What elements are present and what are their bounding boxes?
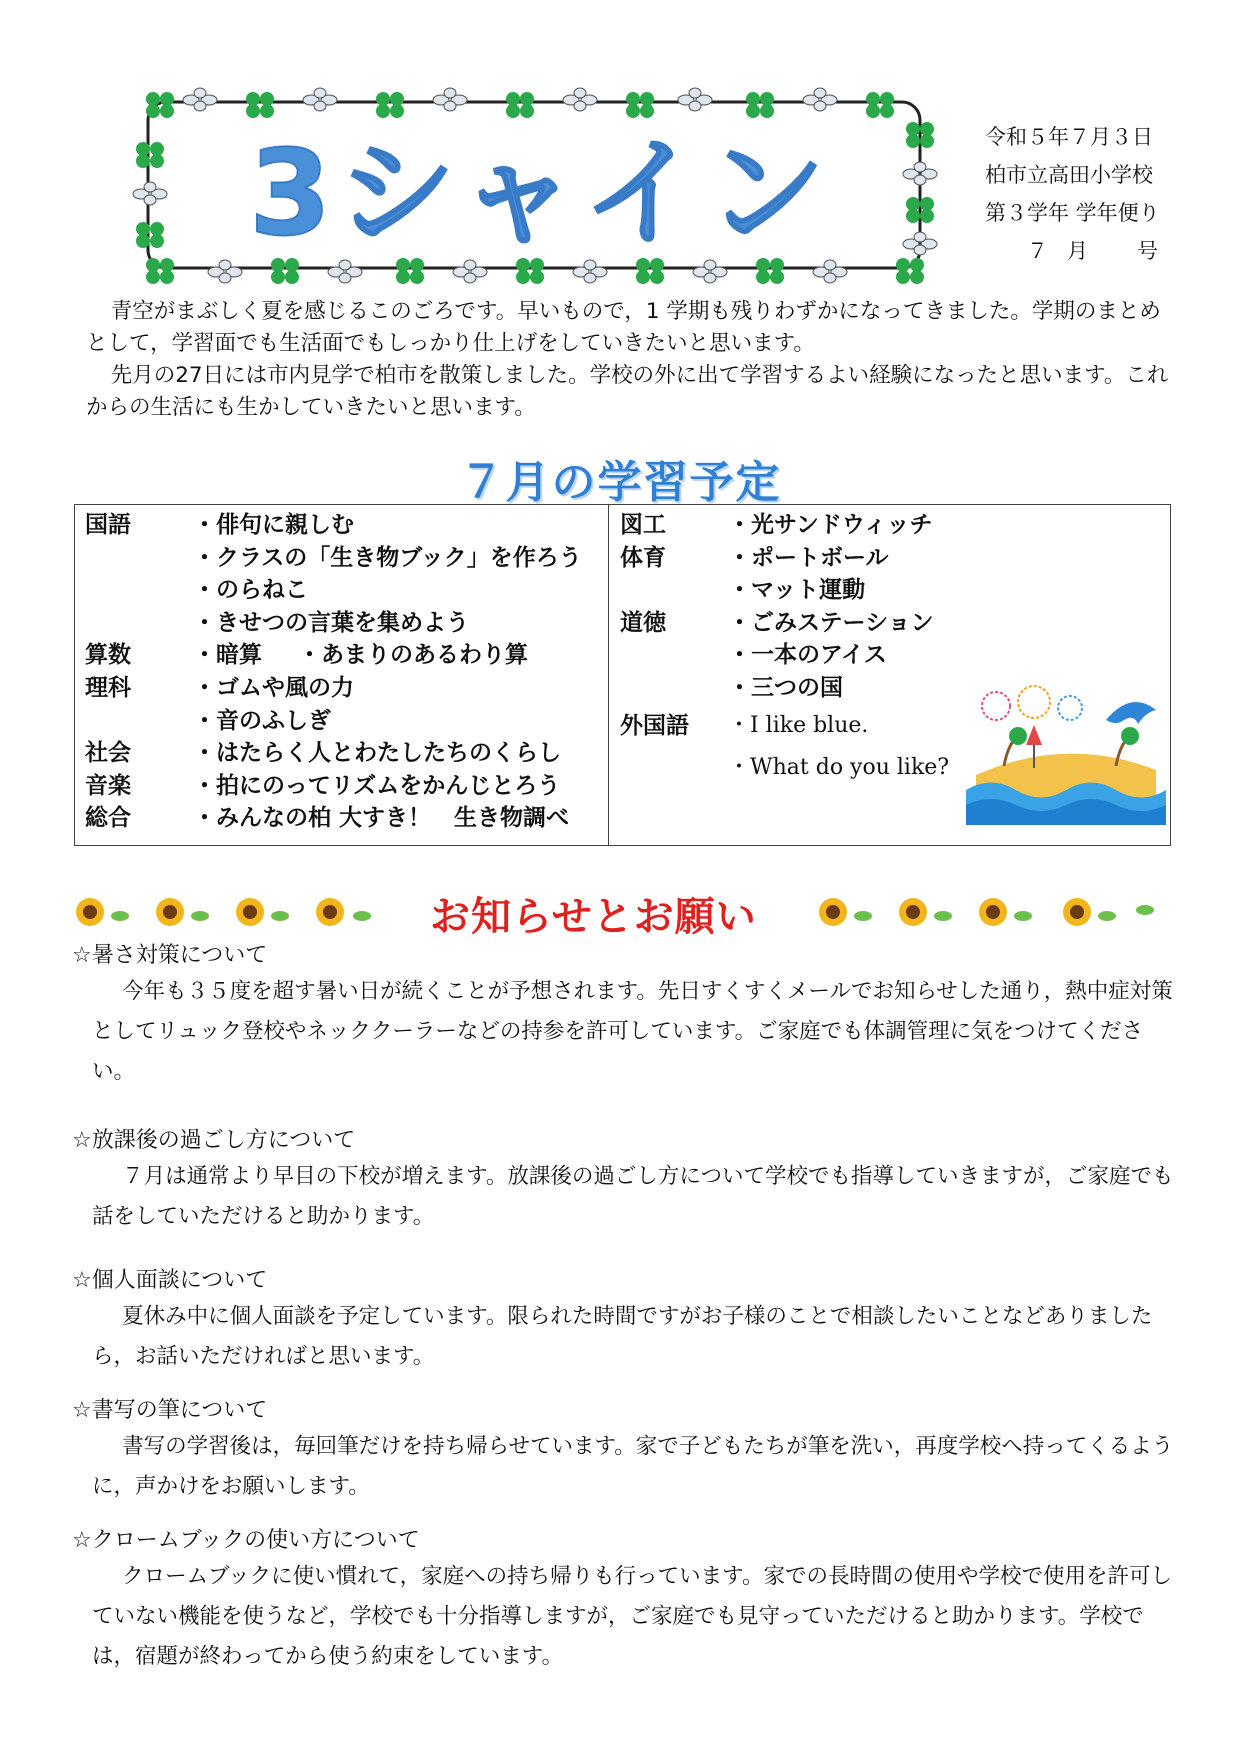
- subject-label: 音楽: [85, 772, 131, 799]
- notice-heading: ☆暑さ対策について: [72, 943, 268, 968]
- subject-topic: ・はたらく人とわたしたちのくらし: [193, 740, 561, 767]
- subject-label: [85, 607, 193, 640]
- subject-topic: ・ポートボール: [728, 544, 889, 571]
- sunflower-garland-right: [815, 892, 1165, 932]
- notice-body: 夏休み中に個人面談を予定しています。限られた時間ですがお子様のことで相談したいことなどありましたら，お話いただければと思います。: [92, 1304, 1153, 1369]
- notice-heading: ☆クロームブックの使い方について: [72, 1528, 420, 1553]
- schedule-row: [620, 639, 1165, 672]
- subject-topic: ・きせつの言葉を集めよう: [193, 609, 469, 636]
- schedule-title: ７月の学習予定: [459, 457, 782, 508]
- schedule-row: [85, 607, 600, 640]
- subject-label: [620, 747, 728, 789]
- notice-body: 書写の学習後は，毎回筆だけを持ち帰らせています。家で子どもたちが筆を洗い，再度学校へ持ってくるように，声かけをお願いします。: [92, 1434, 1174, 1499]
- subject-label: 体育: [620, 544, 666, 571]
- issue-date: 令和５年７月３日: [985, 125, 1153, 149]
- subject-topic: ・ごみステーション: [728, 609, 934, 636]
- intro-section: [86, 296, 1176, 424]
- subject-topic: ・俳句に親しむ: [193, 512, 354, 538]
- notice-item: [72, 1395, 1182, 1507]
- subject-label: 外国語: [620, 712, 689, 739]
- intro-paragraph: 先月の27日には市内見学で柏市を散策しました。学校の外に出て学習するよい経験になったと思います。これからの生活にも生かしていきたいと思います。: [86, 363, 1169, 420]
- schedule-row: [85, 705, 600, 738]
- issue-meta: [985, 118, 1205, 270]
- subject-label: 総合: [85, 805, 131, 832]
- notice-heading: ☆個人面談について: [72, 1268, 268, 1293]
- schedule-row: [85, 672, 600, 705]
- subject-label: 理科: [85, 674, 131, 701]
- schedule-left-column: [85, 509, 600, 835]
- grade-newsletter: 第３学年 学年便り: [985, 201, 1160, 225]
- schedule-row: [85, 509, 600, 542]
- notice-item: [72, 1525, 1182, 1677]
- subject-topic: ・三つの国: [728, 674, 843, 701]
- schedule-row: [620, 607, 1165, 640]
- subject-label: [620, 639, 728, 672]
- notice-heading: ☆放課後の過ごし方について: [72, 1128, 356, 1153]
- newsletter-title-banner: [120, 84, 980, 294]
- subject-label: [85, 574, 193, 607]
- schedule-row: [85, 802, 600, 835]
- notice-body: ７月は通常より早目の下校が増えます。放課後の過ごし方について学校でも指導していきますが，ご家庭でも話をしていただけると助かります。: [92, 1164, 1174, 1229]
- notice-item: [72, 1265, 1182, 1377]
- subject-label: 国語: [85, 512, 131, 538]
- subject-topic: ・暗算: [193, 642, 262, 669]
- subject-topic: ・What do you like?: [728, 754, 950, 780]
- schedule-row: [85, 574, 600, 607]
- schedule-row: [85, 639, 600, 672]
- notice-body: 今年も３５度を超す暑い日が続くことが予想されます。先日すくすくメールでお知らせした通り，熱中症対策としてリュック登校やネッククーラーなどの持参を許可しています。ご家庭でも体調管理に気をつけてください。: [92, 979, 1173, 1084]
- schedule-row: [85, 737, 600, 770]
- banner-title-text: 3シャイン: [249, 124, 831, 262]
- subject-topic: ・マット運動: [728, 577, 866, 604]
- subject-topic: ・音のふしぎ: [193, 707, 331, 734]
- subject-topic: ・光サンドウィッチ: [728, 512, 933, 538]
- schedule-row: [620, 574, 1165, 607]
- subject-topic: ・ゴムや風の力: [193, 674, 354, 701]
- beach-illustration: [966, 680, 1166, 825]
- subject-topic: ・一本のアイス: [728, 642, 887, 669]
- subject-label: 道徳: [620, 609, 666, 636]
- column-divider: [608, 505, 609, 845]
- notice-item: [72, 1125, 1182, 1237]
- subject-label: 図工: [620, 512, 666, 538]
- subject-label: [85, 705, 193, 738]
- subject-label: [85, 542, 193, 575]
- schedule-row: [85, 770, 600, 803]
- subject-label: 社会: [85, 740, 131, 767]
- subject-topic: ・クラスの「生き物ブック」を作ろう: [193, 544, 582, 571]
- notices-title: お知らせとお願い: [430, 894, 757, 940]
- subject-label: [620, 672, 728, 705]
- subject-label: 算数: [85, 642, 131, 669]
- notice-heading: ☆書写の筆について: [72, 1398, 268, 1423]
- notice-body: クロームブックに使い慣れて，家庭への持ち帰りも行っています。家での長時間の使用や学校で使用を許可していない機能を使うなど，学校でも十分指導しますが，ご家庭でも見守っていただけると助かります。学校では，宿題が終わってから使う約束をしています。: [92, 1564, 1172, 1669]
- school-name: 柏市立高田小学校: [985, 163, 1153, 187]
- intro-paragraph: 青空がまぶしく夏を感じるこのごろです。早いもので，1 学期も残りわずかになってきました。学期のまとめとして，学習面でも生活面でもしっかり仕上げをしていきたいと思います。: [86, 299, 1161, 356]
- subject-topic: ・みんなの柏 大すき！ 生き物調べ: [193, 805, 570, 832]
- sunflower-garland-left: [72, 892, 392, 932]
- subject-topic: ・のらねこ: [193, 577, 308, 604]
- schedule-row: [620, 509, 1165, 542]
- schedule-row: [620, 542, 1165, 575]
- subject-topic: ・I like blue.: [728, 712, 869, 738]
- notice-item: [72, 940, 1182, 1092]
- subject-label: [620, 574, 728, 607]
- schedule-row: [85, 542, 600, 575]
- subject-topic: ・あまりのあるわり算: [298, 642, 528, 669]
- subject-topic: ・拍にのってリズムをかんじとろう: [193, 772, 561, 799]
- issue-number: ７ 月 号: [1027, 239, 1158, 263]
